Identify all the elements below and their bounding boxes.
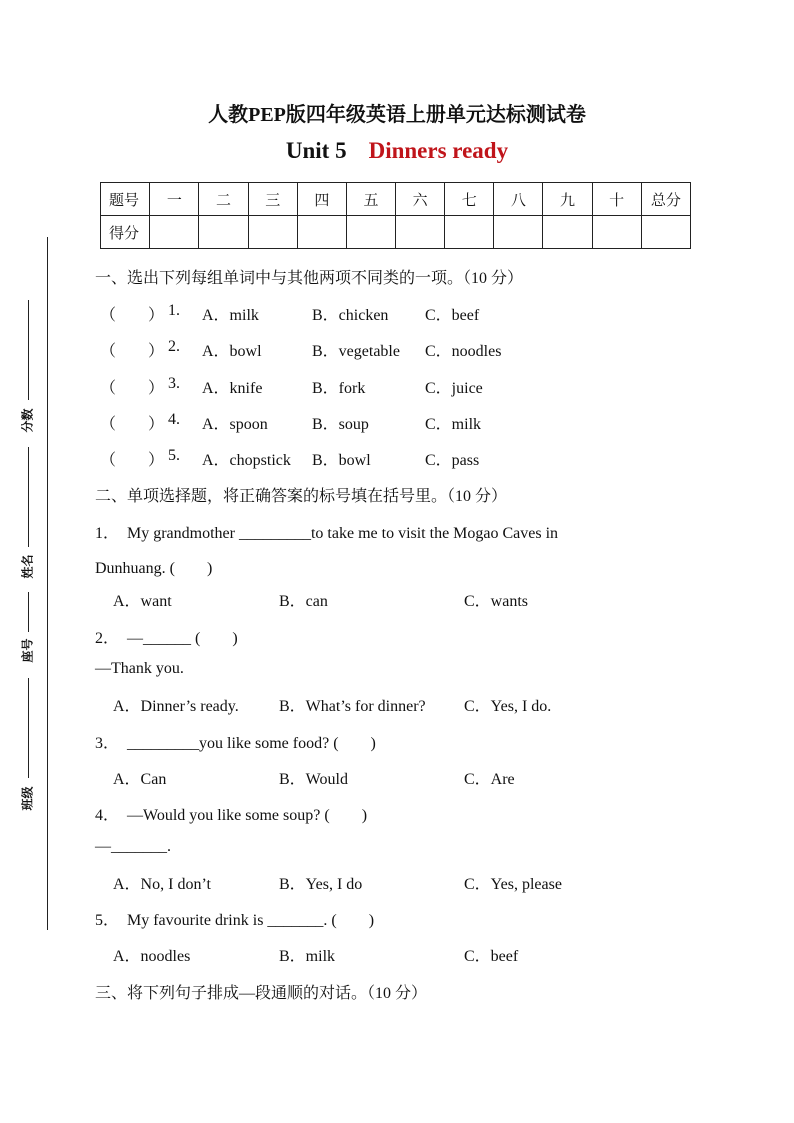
score-input-cell[interactable] [592,216,641,249]
score-fill-line[interactable] [28,300,29,400]
s2-q4-opt-a: A．No, I don’t [113,876,211,893]
s2-q1-opt-b: B．can [279,593,328,610]
s2-q2-opt-b: B．What’s for dinner? [279,698,426,715]
s1-q4-num: 4. [168,411,180,428]
score-table-header-row [101,183,691,216]
score-row-label: 得分 [101,216,150,249]
side-label-name: 姓名 [20,554,35,579]
s2-q4-line1[interactable]: 4． —Would you like some soup? ( ) [95,807,368,824]
s2-q2-line1[interactable]: 2． —______ ( ) [95,630,238,647]
s2-q4-opt-c: C．Yes, please [464,876,562,893]
s1-q4-opt-c: C．milk [425,416,482,433]
s1-q5-opt-b: B．bowl [312,452,371,469]
s1-q5-num: 5. [168,447,180,464]
score-cell: 七 [445,183,494,216]
s1-q1-opt-a: A．milk [202,307,259,324]
score-table-score-row [101,216,691,249]
s1-q5-opt-c: C．pass [425,452,480,469]
s1-q5-paren[interactable]: （ ） [100,452,165,469]
s2-q2-opt-a: A．Dinner’s ready. [113,698,239,715]
s2-q2-line2: —Thank you. [95,660,184,677]
s1-q4-paren[interactable]: （ ） [100,416,165,433]
s1-q4-opt-a: A．spoon [202,416,268,433]
score-table [100,182,691,249]
s2-q2-opt-c: C．Yes, I do. [464,698,552,715]
s2-q5-line1[interactable]: 5． My favourite drink is _______. ( ) [95,912,375,929]
s1-q3-paren[interactable]: （ ） [100,380,165,397]
s1-q2-opt-c: C．noodles [425,343,502,360]
score-cell: 六 [396,183,445,216]
unit-name: Dinners ready [368,138,509,163]
s1-q2-num: 2. [168,338,180,355]
score-cell: 五 [346,183,395,216]
s1-q5-opt-a: A．chopstick [202,452,291,469]
s2-q5-opt-c: C．beef [464,948,519,965]
score-cell: 三 [248,183,297,216]
s2-q1-line2[interactable]: Dunhuang. ( ) [95,560,213,577]
s1-q2-opt-b: B．vegetable [312,343,400,360]
s1-q3-opt-b: B．fork [312,380,366,397]
s1-q1-opt-b: B．chicken [312,307,389,324]
s2-q4-line2: —_______. [95,838,171,855]
s2-q3-opt-b: B．Would [279,771,348,788]
s1-q1-num: 1. [168,302,180,319]
s1-q3-num: 3. [168,375,180,392]
name-fill-line[interactable] [28,447,29,547]
section2-heading: 二、单项选择题，将正确答案的标号填在括号里。（10 分） [95,488,508,505]
s2-q3-opt-c: C．Are [464,771,515,788]
score-cell: 十 [592,183,641,216]
page-title: 人教PEP版四年级英语上册单元达标测试卷 [208,104,586,126]
s2-q1-opt-c: C．wants [464,593,529,610]
score-input-cell[interactable] [445,216,494,249]
s1-q1-opt-c: C．beef [425,307,480,324]
score-cell: 二 [199,183,248,216]
score-cell: 总分 [641,183,690,216]
score-cell: 九 [543,183,592,216]
score-input-cell[interactable] [297,216,346,249]
score-cell: 八 [494,183,543,216]
score-cell: 题号 [101,183,150,216]
side-label-score: 分数 [20,408,35,433]
s2-q3-line1[interactable]: 3． _________you like some food? ( ) [95,735,376,752]
score-input-cell[interactable] [150,216,199,249]
score-input-cell[interactable] [641,216,690,249]
unit-number: Unit 5 [285,138,347,163]
seat-fill-line[interactable] [28,592,29,632]
score-input-cell[interactable] [248,216,297,249]
section1-heading: 一、选出下列每组单词中与其他两项不同类的一项。（10 分） [95,270,524,287]
s2-q4-opt-b: B．Yes, I do [279,876,363,893]
s1-q3-opt-a: A．knife [202,380,263,397]
s2-q1-line1: 1． My grandmother _________to take me to visit the Mogao Caves in [95,525,559,542]
unit-title [0,138,794,164]
s1-q2-opt-a: A．bowl [202,343,262,360]
class-fill-line[interactable] [28,678,29,778]
score-input-cell[interactable] [199,216,248,249]
binding-line [47,237,48,930]
s1-q3-opt-c: C．juice [425,380,483,397]
score-input-cell[interactable] [494,216,543,249]
score-input-cell[interactable] [346,216,395,249]
s1-q4-opt-b: B．soup [312,416,369,433]
score-input-cell[interactable] [396,216,445,249]
section3-heading: 三、将下列句子排成—段通顺的对话。（10 分） [95,985,428,1002]
s2-q3-opt-a: A．Can [113,771,167,788]
s1-q1-paren[interactable]: （ ） [100,307,165,324]
side-label-seat: 座号 [20,638,35,663]
score-input-cell[interactable] [543,216,592,249]
score-cell: 四 [297,183,346,216]
s2-q5-opt-b: B．milk [279,948,336,965]
score-cell: 一 [150,183,199,216]
s2-q5-opt-a: A．noodles [113,948,191,965]
s1-q2-paren[interactable]: （ ） [100,343,165,360]
side-label-class: 班级 [20,786,35,811]
s2-q1-opt-a: A．want [113,593,172,610]
